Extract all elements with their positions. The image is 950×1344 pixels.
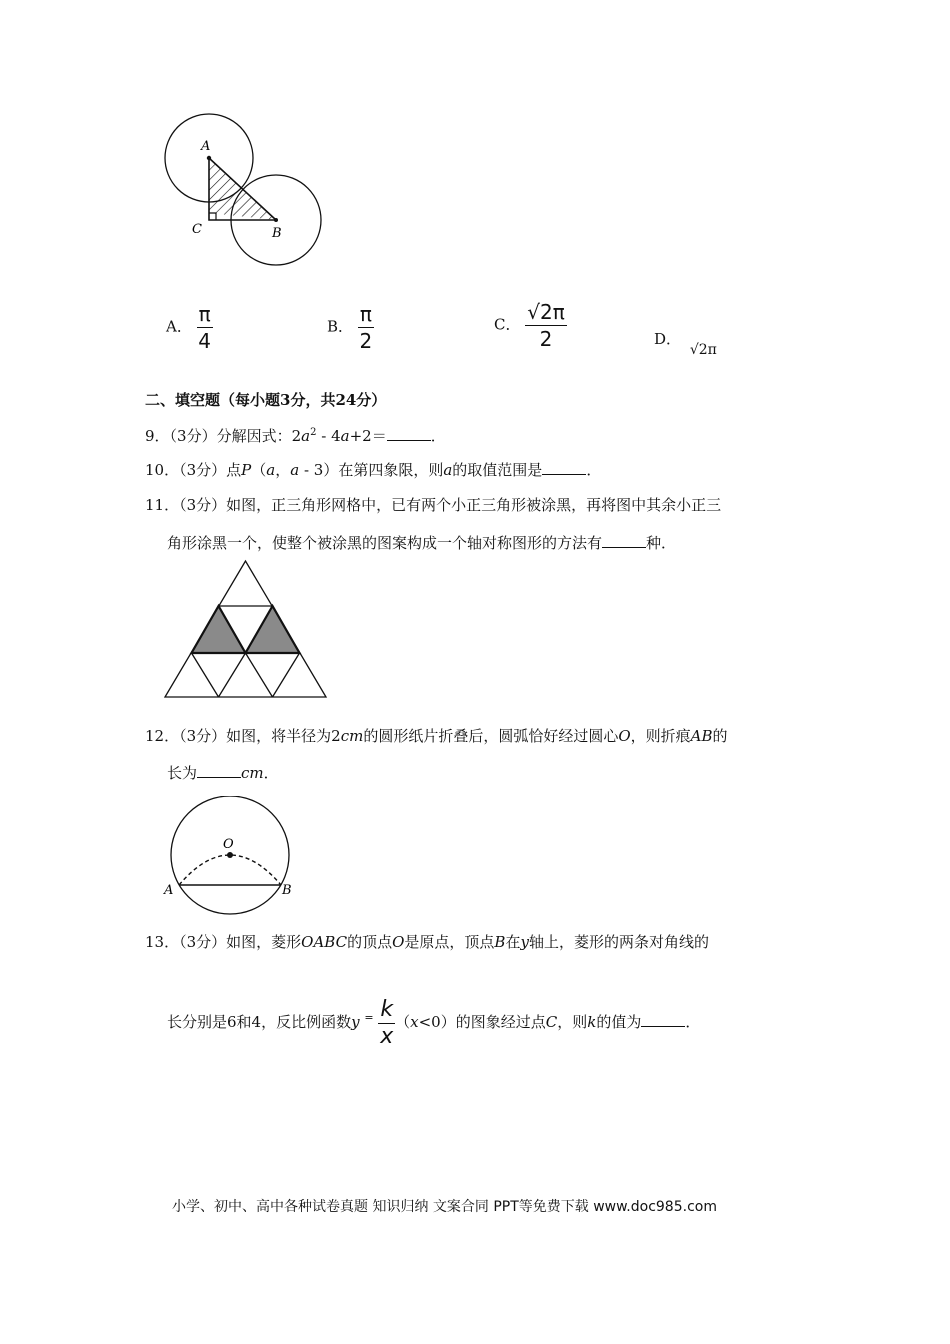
q13-number: 13． — [145, 933, 180, 951]
q11-score: （3分） — [179, 496, 227, 514]
q9-end: ． — [430, 427, 446, 445]
q10-var-a2: a — [290, 461, 300, 479]
question-12-line2 — [167, 763, 279, 783]
question-11-line1 — [145, 495, 721, 515]
q12-text-b: 的圆形纸片折叠后，圆弧恰好经过圆心 — [363, 727, 619, 745]
section-title: 二、填空题（每小题3分，共24分） — [145, 391, 387, 409]
q10-score: （3分） — [179, 461, 227, 479]
question-12-line1 — [145, 726, 728, 746]
option-d — [654, 328, 717, 358]
label-o: O — [223, 837, 234, 852]
question-11-line2 — [167, 533, 676, 553]
q13-end: ． — [685, 1013, 701, 1031]
option-b — [327, 302, 374, 353]
footer-text: 小学、初中、高中各种试卷真题 知识归纳 文案合同 PPT等免费下载 www.doc985.com — [172, 1199, 717, 1215]
q13-var-b: B — [494, 933, 506, 951]
option-c-fraction — [525, 300, 567, 351]
q13-var-o: O — [392, 933, 405, 951]
q13-var-c: C — [545, 1013, 558, 1031]
q11-text-line1: 如图，正三角形网格中，已有两个小正三角形被涂黑，再将图中其余小正三 — [226, 496, 722, 514]
q9-text-c: +2＝ — [349, 427, 387, 445]
q12-answer-blank[interactable] — [197, 763, 241, 778]
q12-number: 12． — [145, 727, 180, 745]
option-b-letter: B． — [327, 317, 354, 336]
option-a — [166, 302, 213, 353]
q10-number: 10． — [145, 461, 180, 479]
q12-end: ． — [263, 764, 279, 782]
q12-text-c: ，则折痕 — [630, 727, 691, 745]
q13-text-c: 是原点，顶点 — [404, 933, 495, 951]
q13-var-y2: y — [351, 1013, 360, 1031]
q13-var-y: y — [520, 933, 529, 951]
q9-answer-blank[interactable] — [387, 426, 431, 441]
q13-text-g: 的值为 — [596, 1013, 642, 1031]
option-a-numerator: π — [198, 302, 211, 326]
q12-unit-2: cm — [241, 764, 264, 782]
option-a-fraction — [197, 302, 213, 353]
q9-number: 9． — [145, 427, 170, 445]
option-c — [494, 300, 567, 351]
q13-cond-b: <0）的图象经过点 — [418, 1013, 546, 1031]
q11-text-line2: 角形涂黑一个，使整个被涂黑的图案构成一个轴对称图形的方法有 — [167, 534, 603, 552]
q10-text-e: 的取值范围是 — [452, 461, 543, 479]
q13-text-line2: 长分别是6和4，反比例函数 — [167, 1013, 352, 1031]
q13-answer-blank[interactable] — [641, 1012, 685, 1027]
label-b: B — [282, 883, 292, 898]
q12-text-line2: 长为 — [167, 764, 198, 782]
option-d-value: √2π — [689, 342, 717, 358]
q12-score: （3分） — [179, 727, 227, 745]
q9-var: a — [301, 427, 311, 445]
q9-score: （3分） — [169, 427, 217, 445]
label-a: A — [164, 883, 174, 898]
q10-var-a1: a — [266, 461, 276, 479]
figure-q8-circles-triangle — [160, 110, 340, 270]
option-b-denominator: 2 — [359, 329, 373, 353]
q10-text: 点 — [226, 461, 242, 479]
q13-text: 如图，菱形 — [226, 933, 302, 951]
q13-frac-denominator: x — [380, 1023, 394, 1049]
question-9 — [145, 423, 446, 446]
q12-text-d: 的 — [712, 727, 728, 745]
q12-var-o: O — [618, 727, 631, 745]
label-b: B — [272, 226, 282, 241]
q12-unit: cm — [340, 727, 364, 745]
label-a: A — [201, 139, 211, 154]
option-c-numerator: √2π — [527, 300, 565, 324]
option-a-letter: A． — [166, 317, 192, 336]
q11-number: 11． — [145, 496, 180, 514]
option-d-letter: D． — [654, 330, 682, 348]
q10-end: ． — [586, 461, 602, 479]
q13-score: （3分） — [179, 933, 227, 951]
q10-text-d: - 3）在第四象限，则 — [299, 461, 444, 479]
q13-text-f: ，则 — [557, 1013, 588, 1031]
option-b-fraction — [358, 302, 374, 353]
q10-var-a3: a — [443, 461, 453, 479]
question-13-line2 — [167, 992, 700, 1049]
q9-var-b: a — [340, 427, 350, 445]
q11-answer-blank[interactable] — [602, 533, 646, 548]
option-b-numerator: π — [359, 302, 372, 326]
q13-fraction — [378, 998, 395, 1049]
q13-var-x: x — [410, 1013, 419, 1031]
q9-sup: 2 — [310, 427, 317, 438]
q13-var-k: k — [587, 1013, 597, 1031]
figure-q11-triangle-grid — [160, 558, 340, 703]
q12-text: 如图，将半径为2 — [226, 727, 341, 745]
q10-text-c: ， — [275, 461, 291, 479]
q10-text-b: （ — [251, 461, 267, 479]
question-13-line1 — [145, 932, 709, 952]
option-a-denominator: 4 — [198, 329, 212, 353]
option-c-denominator: 2 — [539, 327, 553, 351]
label-c: C — [192, 222, 202, 237]
question-10 — [145, 460, 601, 480]
q10-var-p: P — [241, 461, 252, 479]
q13-equals: = — [364, 1011, 374, 1024]
figure-q12-folded-circle — [160, 796, 300, 916]
q9-text-b: - 4 — [316, 427, 341, 445]
q13-text-e: 轴上，菱形的两条对角线的 — [528, 933, 709, 951]
q13-text-b: 的顶点 — [347, 933, 393, 951]
q9-text: 分解因式：2 — [216, 427, 302, 445]
q10-answer-blank[interactable] — [542, 460, 586, 475]
q13-frac-numerator: k — [380, 996, 394, 1022]
q12-var-ab: AB — [690, 727, 713, 745]
q11-end: 种． — [646, 534, 677, 552]
q13-var-oabc: OABC — [301, 933, 348, 951]
option-c-letter: C． — [494, 315, 521, 334]
q13-cond-a: （ — [395, 1013, 411, 1031]
q13-text-d: 在 — [505, 933, 521, 951]
